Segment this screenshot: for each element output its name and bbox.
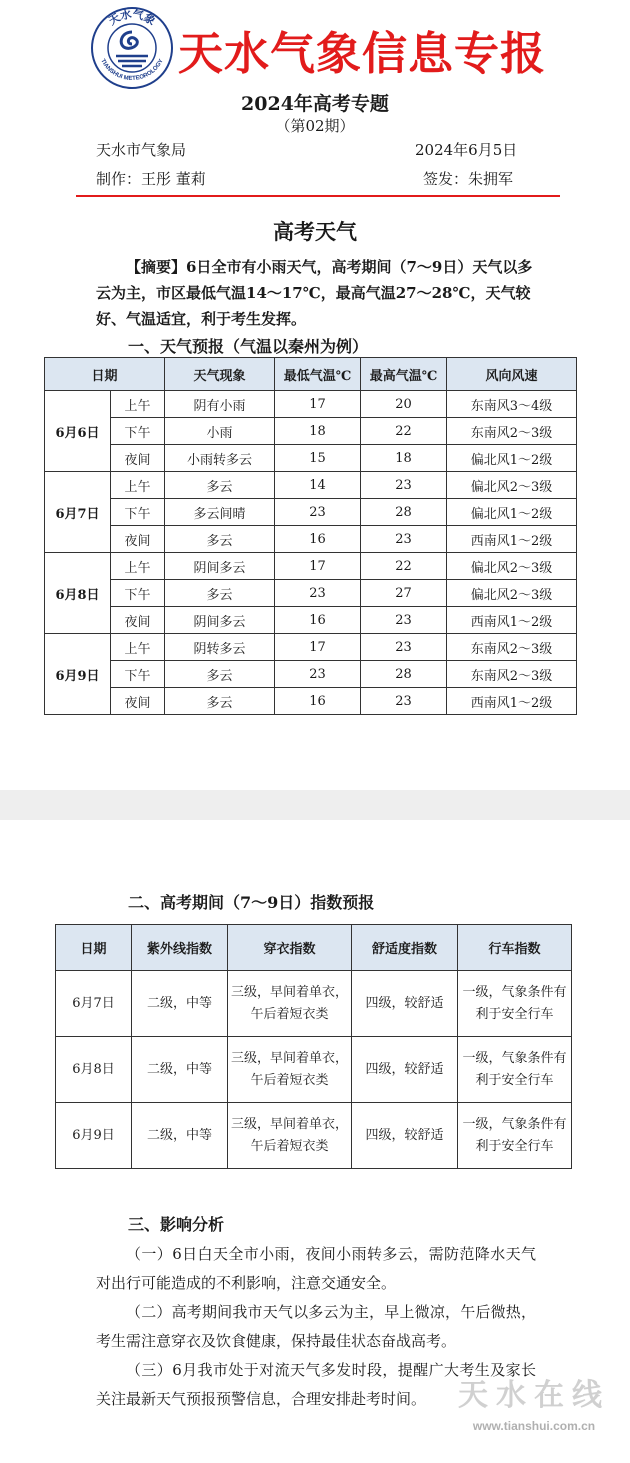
driving-index-cell [458, 1103, 572, 1169]
low-temp-cell: 23 [275, 661, 361, 688]
table-row [45, 553, 577, 580]
comfort-index-cell [352, 971, 458, 1037]
high-temp-cell: 28 [361, 499, 447, 526]
comfort-index-cell [352, 1103, 458, 1169]
date-cell-line: 6月7日 [72, 995, 115, 1011]
low-temp-cell: 15 [275, 445, 361, 472]
clothing-index-cell-line: 三级，早间着单衣， [230, 1116, 348, 1132]
wind-cell: 西南风1～2级 [447, 526, 577, 553]
high-temp-cell: 20 [361, 391, 447, 418]
analysis-paragraph-1: （一）6日白天全市小雨，夜间小雨转多云，需防范降水天气对出行可能造成的不利影响，注意交通安全。 [96, 1245, 536, 1292]
period-cell: 上午 [111, 472, 165, 499]
wind-cell: 东南风3～4级 [447, 391, 577, 418]
period-cell: 上午 [111, 553, 165, 580]
forecast-table [44, 357, 577, 715]
high-temp-cell: 28 [361, 661, 447, 688]
weather-cell: 阴间多云 [165, 607, 275, 634]
clothing-index-cell-line: 午后着短衣类 [250, 1006, 329, 1022]
header-cell: 行车指数 [458, 925, 572, 971]
table-row [45, 391, 577, 418]
table-row [45, 418, 577, 445]
low-temp-cell: 17 [275, 553, 361, 580]
table-row [56, 1103, 572, 1169]
forecast-heading: 一、天气预报（气温以秦州为例） [128, 337, 369, 356]
driving-index-cell-line: 利于安全行车 [475, 1072, 554, 1088]
date-cell: 6月8日 [45, 553, 111, 634]
weather-cell: 多云 [165, 472, 275, 499]
weather-cell: 阴间多云 [165, 553, 275, 580]
low-temp-cell: 23 [275, 580, 361, 607]
analysis-heading: 三、影响分析 [128, 1215, 225, 1234]
weather-cell: 多云 [165, 661, 275, 688]
clothing-index-cell-line: 午后着短衣类 [250, 1138, 329, 1154]
wind-cell: 西南风1～2级 [447, 688, 577, 715]
uv-index-cell-line: 二级，中等 [146, 995, 212, 1011]
comfort-index-cell-line: 四级，较舒适 [365, 995, 444, 1011]
uv-index-cell [132, 1103, 228, 1169]
period-cell: 夜间 [111, 526, 165, 553]
low-temp-cell: 17 [275, 391, 361, 418]
wind-cell: 东南风2～3级 [447, 661, 577, 688]
date-cell-line: 6月8日 [72, 1061, 115, 1077]
uv-index-cell-line: 二级，中等 [146, 1127, 212, 1143]
uv-index-cell [132, 971, 228, 1037]
period-cell: 下午 [111, 580, 165, 607]
weather-cell: 小雨转多云 [165, 445, 275, 472]
period-cell: 上午 [111, 634, 165, 661]
date-cell [56, 971, 132, 1037]
date-cell-line: 6月9日 [72, 1127, 115, 1143]
weather-cell: 多云间晴 [165, 499, 275, 526]
weather-cell: 阴有小雨 [165, 391, 275, 418]
logo-arc-text: TIANSHUI METEOROLOGY [99, 58, 165, 83]
header-cell: 日期 [56, 925, 132, 971]
issuer: 签发：朱拥军 [423, 170, 514, 188]
high-temp-cell: 23 [361, 472, 447, 499]
watermark-url: www.tianshui.com.cn [472, 1419, 596, 1433]
table-row [45, 661, 577, 688]
driving-index-cell-line: 利于安全行车 [475, 1138, 554, 1154]
period-cell: 夜间 [111, 445, 165, 472]
wind-cell: 东南风2～3级 [447, 418, 577, 445]
table-header-row [56, 925, 572, 971]
makers: 制作：王彤 董莉 [96, 170, 206, 188]
wind-cell: 偏北风1～2级 [447, 445, 577, 472]
clothing-index-cell-line: 午后着短衣类 [250, 1072, 329, 1088]
period-cell: 夜间 [111, 688, 165, 715]
high-temp-cell: 22 [361, 553, 447, 580]
comfort-index-cell [352, 1037, 458, 1103]
wind-cell: 西南风1～2级 [447, 607, 577, 634]
low-temp-cell: 23 [275, 499, 361, 526]
header-cell: 舒适度指数 [352, 925, 458, 971]
page-2 [0, 820, 630, 1463]
high-temp-cell: 27 [361, 580, 447, 607]
clothing-index-cell [228, 1037, 352, 1103]
page-gap [0, 790, 630, 820]
high-temp-cell: 18 [361, 445, 447, 472]
page-title: 高考天气 [273, 219, 357, 244]
driving-index-cell-line: 一级，气象条件有 [462, 1116, 567, 1132]
table-row [45, 445, 577, 472]
wind-cell: 偏北风2～3级 [447, 472, 577, 499]
low-temp-cell: 16 [275, 607, 361, 634]
clothing-index-cell-line: 三级，早间着单衣， [230, 984, 348, 1000]
organization: 天水市气象局 [96, 141, 187, 159]
table-row [45, 688, 577, 715]
table-row [45, 607, 577, 634]
header-cell: 最低气温℃ [275, 358, 361, 391]
wind-cell: 偏北风2～3级 [447, 580, 577, 607]
red-divider [76, 195, 560, 197]
period-cell: 夜间 [111, 607, 165, 634]
table-row [45, 526, 577, 553]
meteorology-logo [90, 6, 174, 90]
clothing-index-cell [228, 1103, 352, 1169]
high-temp-cell: 22 [361, 418, 447, 445]
publish-date: 2024年6月5日 [415, 141, 518, 159]
driving-index-cell [458, 1037, 572, 1103]
date-cell: 6月6日 [45, 391, 111, 472]
header-cell: 风向风速 [447, 358, 577, 391]
comfort-index-cell-line: 四级，较舒适 [365, 1061, 444, 1077]
wind-cell: 东南风2～3级 [447, 634, 577, 661]
header-cell: 日期 [45, 358, 165, 391]
uv-index-cell-line: 二级，中等 [146, 1061, 212, 1077]
weather-cell: 多云 [165, 688, 275, 715]
analysis-paragraph-3: （三）6月我市处于对流天气多发时段，提醒广大考生及家长关注最新天气预报预警信息，合理安排赴考时间。 [96, 1361, 536, 1408]
index-heading: 二、高考期间（7～9日）指数预报 [128, 893, 375, 912]
clothing-index-cell [228, 971, 352, 1037]
low-temp-cell: 17 [275, 634, 361, 661]
header-cell: 天气现象 [165, 358, 275, 391]
comfort-index-cell-line: 四级，较舒适 [365, 1127, 444, 1143]
header-cell: 穿衣指数 [228, 925, 352, 971]
low-temp-cell: 16 [275, 688, 361, 715]
logo-text: 天水气象 [106, 7, 158, 28]
watermark-text: 天水在线 [458, 1379, 610, 1412]
date-cell: 6月9日 [45, 634, 111, 715]
table-row [56, 971, 572, 1037]
table-row [45, 472, 577, 499]
period-cell: 上午 [111, 391, 165, 418]
issue-number: （第02期） [275, 117, 355, 135]
header-cell: 紫外线指数 [132, 925, 228, 971]
weather-cell: 多云 [165, 580, 275, 607]
table-header-row [45, 358, 577, 391]
date-cell: 6月7日 [45, 472, 111, 553]
low-temp-cell: 14 [275, 472, 361, 499]
driving-index-cell-line: 一级，气象条件有 [462, 1050, 567, 1066]
clothing-index-cell-line: 三级，早间着单衣， [230, 1050, 348, 1066]
wind-cell: 偏北风2～3级 [447, 553, 577, 580]
table-row [45, 499, 577, 526]
date-cell [56, 1103, 132, 1169]
watermark [448, 1379, 620, 1459]
high-temp-cell: 23 [361, 526, 447, 553]
date-cell [56, 1037, 132, 1103]
weather-cell: 小雨 [165, 418, 275, 445]
low-temp-cell: 18 [275, 418, 361, 445]
driving-index-cell-line: 一级，气象条件有 [462, 984, 567, 1000]
summary: 【摘要】6日全市有小雨天气，高考期间（7～9日）天气以多云为主，市区最低气温14～17℃，最高气温27～28℃，天气较好、气温适宜，利于考生发挥。 [96, 258, 533, 328]
table-row [45, 634, 577, 661]
wind-cell: 偏北风1～2级 [447, 499, 577, 526]
high-temp-cell: 23 [361, 634, 447, 661]
header-cell: 最高气温℃ [361, 358, 447, 391]
period-cell: 下午 [111, 499, 165, 526]
subtitle: 2024年高考专题 [241, 93, 389, 115]
index-table [55, 924, 572, 1169]
masthead-title: 天水气象信息专报 [178, 27, 547, 80]
period-cell: 下午 [111, 418, 165, 445]
high-temp-cell: 23 [361, 688, 447, 715]
low-temp-cell: 16 [275, 526, 361, 553]
analysis-paragraph-2: （二）高考期间我市天气以多云为主，早上微凉，午后微热，考生需注意穿衣及饮食健康，保持最佳状态奋战高考。 [96, 1303, 536, 1350]
driving-index-cell [458, 971, 572, 1037]
weather-cell: 阴转多云 [165, 634, 275, 661]
weather-cell: 多云 [165, 526, 275, 553]
high-temp-cell: 23 [361, 607, 447, 634]
table-row [56, 1037, 572, 1103]
uv-index-cell [132, 1037, 228, 1103]
table-row [45, 580, 577, 607]
driving-index-cell-line: 利于安全行车 [475, 1006, 554, 1022]
period-cell: 下午 [111, 661, 165, 688]
